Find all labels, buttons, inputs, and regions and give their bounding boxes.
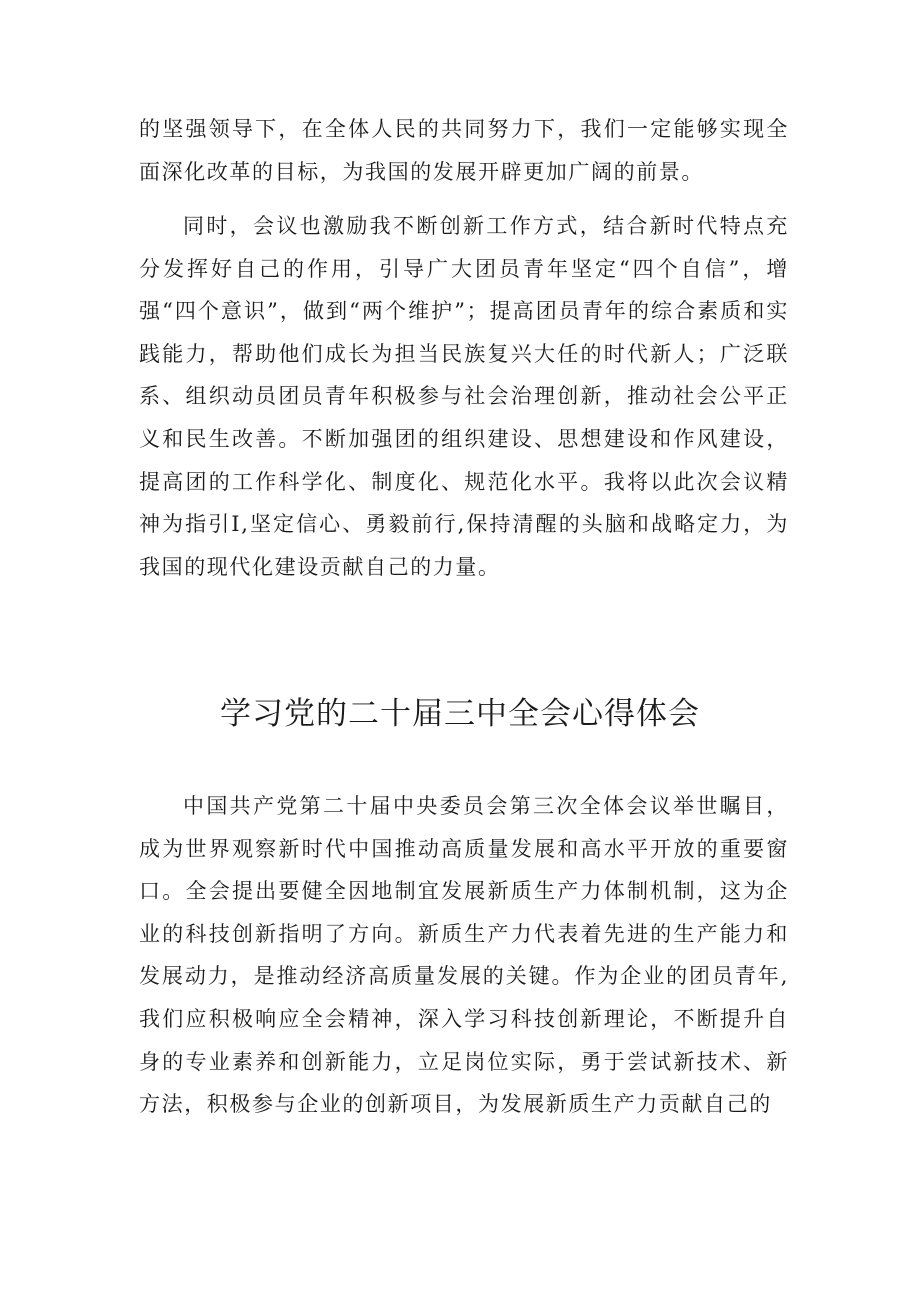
paragraph-innovation: 同时，会议也激励我不断创新工作方式，结合新时代特点充分发挥好自己的作用，引导广大团员青年坚定“四个自信”，增强“四个意识”，做到“两个维护”；提高团员青年的综合素质和实践能力，帮助他们成长为担当民族复兴大任的时代新人；广泛联系、组织动员团员青年积极参与社会治理创新，推动社会公平正义和民生改善。不断加强团的组织建设、思想建设和作风建设，提高团的工作科学化、制度化、规范化水平。我将以此次会议精神为指引I,坚定信心、勇毅前行,保持清醒的头脑和战略定力，为我国的现代化建设贡献自己的力量。 — [139, 214, 789, 579]
section-title: 学习党的二十届三中全会心得体会 — [220, 696, 700, 732]
paragraph-continuation: 的坚强领导下，在全体人民的共同努力下，我们一定能够实现全面深化改革的目标，为我国的发展开辟更加广阔的前景。 — [139, 117, 789, 184]
paragraph-plenum: 中国共产党第二十届中央委员会第三次全体会议举世瞩目，成为世界观察新时代中国推动高质量发展和高水平开放的重要窗口。全会提出要健全因地制宜发展新质生产力体制机制，这为企业的科技创新指明了方向。新质生产力代表着先进的生产能力和发展动力，是推动经济高质量发展的关键。作为企业的团员青年,我们应积极响应全会精神，深入学习科技创新理论，不断提升自身的专业素养和创新能力，立足岗位实际，勇于尝试新技术、新方法，积极参与企业的创新项目，为发展新质生产力贡献自己的 — [139, 794, 789, 1117]
